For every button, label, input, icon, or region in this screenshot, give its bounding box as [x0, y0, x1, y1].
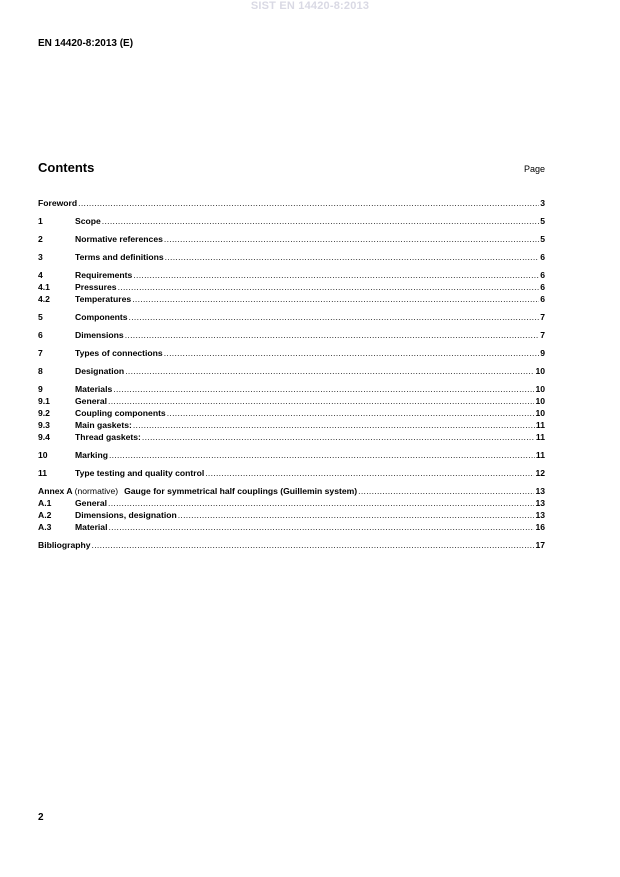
toc-entry-label: Type testing and quality control: [75, 468, 205, 478]
toc-entry-label: Pressures: [75, 282, 117, 292]
toc-entry-page: 7: [540, 312, 545, 322]
toc-entry-scope[interactable]: [38, 215, 545, 227]
dot-leader: [125, 329, 540, 341]
dot-leader: [165, 251, 540, 263]
toc-entry-marking[interactable]: [38, 449, 545, 461]
toc-entry-page: 11: [535, 432, 545, 442]
toc-entry-number: 6: [38, 330, 43, 340]
toc-entry-number: 8: [38, 366, 43, 376]
toc-entry-label: Dimensions: [75, 330, 124, 340]
dot-leader: [133, 419, 535, 431]
toc-entry-page: 13: [535, 486, 545, 496]
toc-entry-pressures[interactable]: [38, 281, 545, 293]
dot-leader: [108, 497, 534, 509]
annex-qualifier: (normative): [74, 486, 119, 496]
dot-leader: [118, 281, 540, 293]
toc-entry-number: 3: [38, 252, 43, 262]
dot-leader: [125, 365, 534, 377]
contents-title: Contents: [38, 160, 95, 175]
toc-entry-annex-dimensions-designation[interactable]: [38, 509, 545, 521]
toc-entry-page: 12: [535, 468, 545, 478]
toc-entry-page: 6: [540, 282, 545, 292]
toc-entry-number: 7: [38, 348, 43, 358]
toc-entry-number: 10: [38, 450, 48, 460]
toc-entry-number: A.3: [38, 522, 52, 532]
table-of-contents: [38, 197, 545, 551]
toc-entry-temperatures[interactable]: [38, 293, 545, 305]
toc-entry-page: 10: [535, 384, 545, 394]
page-column-label: Page: [523, 164, 545, 174]
toc-entry-number: 2: [38, 234, 43, 244]
toc-entry-page: 9: [540, 348, 545, 358]
dot-leader: [108, 395, 534, 407]
dot-leader: [132, 293, 539, 305]
toc-entry-page: 6: [540, 270, 545, 280]
annex-id: Annex A: [38, 486, 73, 496]
toc-entry-page: 10: [535, 408, 545, 418]
toc-entry-label: General: [75, 498, 108, 508]
toc-entry-annex-general[interactable]: [38, 497, 545, 509]
toc-entry-page: 17: [535, 540, 545, 550]
toc-entry-page: 5: [540, 216, 545, 226]
dot-leader: [108, 521, 534, 533]
toc-entry-page: 10: [535, 366, 545, 376]
toc-entry-page: 6: [540, 252, 545, 262]
toc-entry-page: 3: [540, 198, 545, 208]
dot-leader: [164, 233, 539, 245]
toc-entry-number: 4.1: [38, 282, 50, 292]
toc-entry-materials[interactable]: [38, 383, 545, 395]
toc-entry-label: Marking: [75, 450, 108, 460]
toc-entry-main-gaskets[interactable]: [38, 419, 545, 431]
dot-leader: [129, 311, 540, 323]
toc-entry-label: Scope: [75, 216, 101, 226]
watermark: SIST EN 14420-8:2013: [250, 0, 370, 12]
toc-entry-label: Gauge for symmetrical half couplings (Guillemin system): [124, 486, 358, 496]
toc-entry-label: Dimensions, designation: [75, 510, 177, 520]
toc-entry-label: Bibliography: [38, 540, 91, 550]
toc-entry-number: 9: [38, 384, 43, 394]
toc-entry-number: 9.2: [38, 408, 50, 418]
toc-entry-page: 11: [535, 420, 545, 430]
dot-leader: [113, 383, 534, 395]
toc-entry-label: Types of connections: [75, 348, 163, 358]
toc-entry-number: 5: [38, 312, 43, 322]
dot-leader: [133, 269, 539, 281]
toc-entry-annex-a[interactable]: [38, 485, 545, 497]
toc-entry-page: 11: [535, 450, 545, 460]
toc-entry-page: 16: [535, 522, 545, 532]
toc-entry-terms-and-definitions[interactable]: [38, 251, 545, 263]
dot-leader: [205, 467, 534, 479]
toc-entry-foreword[interactable]: [38, 197, 545, 209]
toc-entry-thread-gaskets[interactable]: [38, 431, 545, 443]
toc-entry-normative-references[interactable]: [38, 233, 545, 245]
toc-entry-number: 9.1: [38, 396, 50, 406]
toc-entry-label: Coupling components: [75, 408, 166, 418]
toc-entry-requirements[interactable]: [38, 269, 545, 281]
toc-entry-page: 6: [540, 294, 545, 304]
toc-entry-label: Terms and definitions: [75, 252, 164, 262]
toc-entry-number: 4: [38, 270, 43, 280]
toc-entry-types-of-connections[interactable]: [38, 347, 545, 359]
toc-entry-number: A.1: [38, 498, 52, 508]
toc-entry-label: Designation: [75, 366, 125, 376]
toc-entry-label: Thread gaskets:: [75, 432, 141, 442]
toc-entry-coupling-components[interactable]: [38, 407, 545, 419]
toc-entry-number: 4.2: [38, 294, 50, 304]
toc-entry-label: Requirements: [75, 270, 133, 280]
toc-entry-label: Materials: [75, 384, 113, 394]
toc-entry-page: 7: [540, 330, 545, 340]
toc-entry-label: Normative references: [75, 234, 163, 244]
dot-leader: [358, 485, 534, 497]
toc-entry-label: Main gaskets:: [75, 420, 132, 430]
toc-entry-label: Components: [75, 312, 128, 322]
toc-entry-label: Material: [75, 522, 108, 532]
toc-entry-type-testing[interactable]: [38, 467, 545, 479]
dot-leader: [109, 449, 535, 461]
toc-entry-label: Foreword: [38, 198, 78, 208]
toc-entry-number: 1: [38, 216, 43, 226]
toc-entry-page: 13: [535, 510, 545, 520]
dot-leader: [142, 431, 535, 443]
toc-entry-number: 9.3: [38, 420, 50, 430]
toc-entry-annex-material[interactable]: [38, 521, 545, 533]
dot-leader: [178, 509, 535, 521]
toc-entry-components[interactable]: [38, 311, 545, 323]
toc-entry-label: General: [75, 396, 108, 406]
dot-leader: [78, 197, 539, 209]
toc-entry-designation[interactable]: [38, 365, 545, 377]
toc-entry-general[interactable]: [38, 395, 545, 407]
page-number: 2: [38, 812, 44, 823]
toc-entry-number: A.2: [38, 510, 52, 520]
toc-entry-page: 13: [535, 498, 545, 508]
toc-entry-dimensions[interactable]: [38, 329, 545, 341]
toc-entry-page: 10: [535, 396, 545, 406]
document-id: EN 14420-8:2013 (E): [38, 38, 134, 49]
dot-leader: [102, 215, 539, 227]
toc-entry-number: 9.4: [38, 432, 50, 442]
dot-leader: [92, 539, 535, 551]
toc-entry-number: 11: [38, 468, 48, 478]
toc-entry-label: Temperatures: [75, 294, 132, 304]
toc-entry-number: [38, 485, 118, 497]
toc-entry-bibliography[interactable]: [38, 539, 545, 551]
dot-leader: [167, 407, 535, 419]
dot-leader: [164, 347, 540, 359]
toc-entry-page: 5: [540, 234, 545, 244]
